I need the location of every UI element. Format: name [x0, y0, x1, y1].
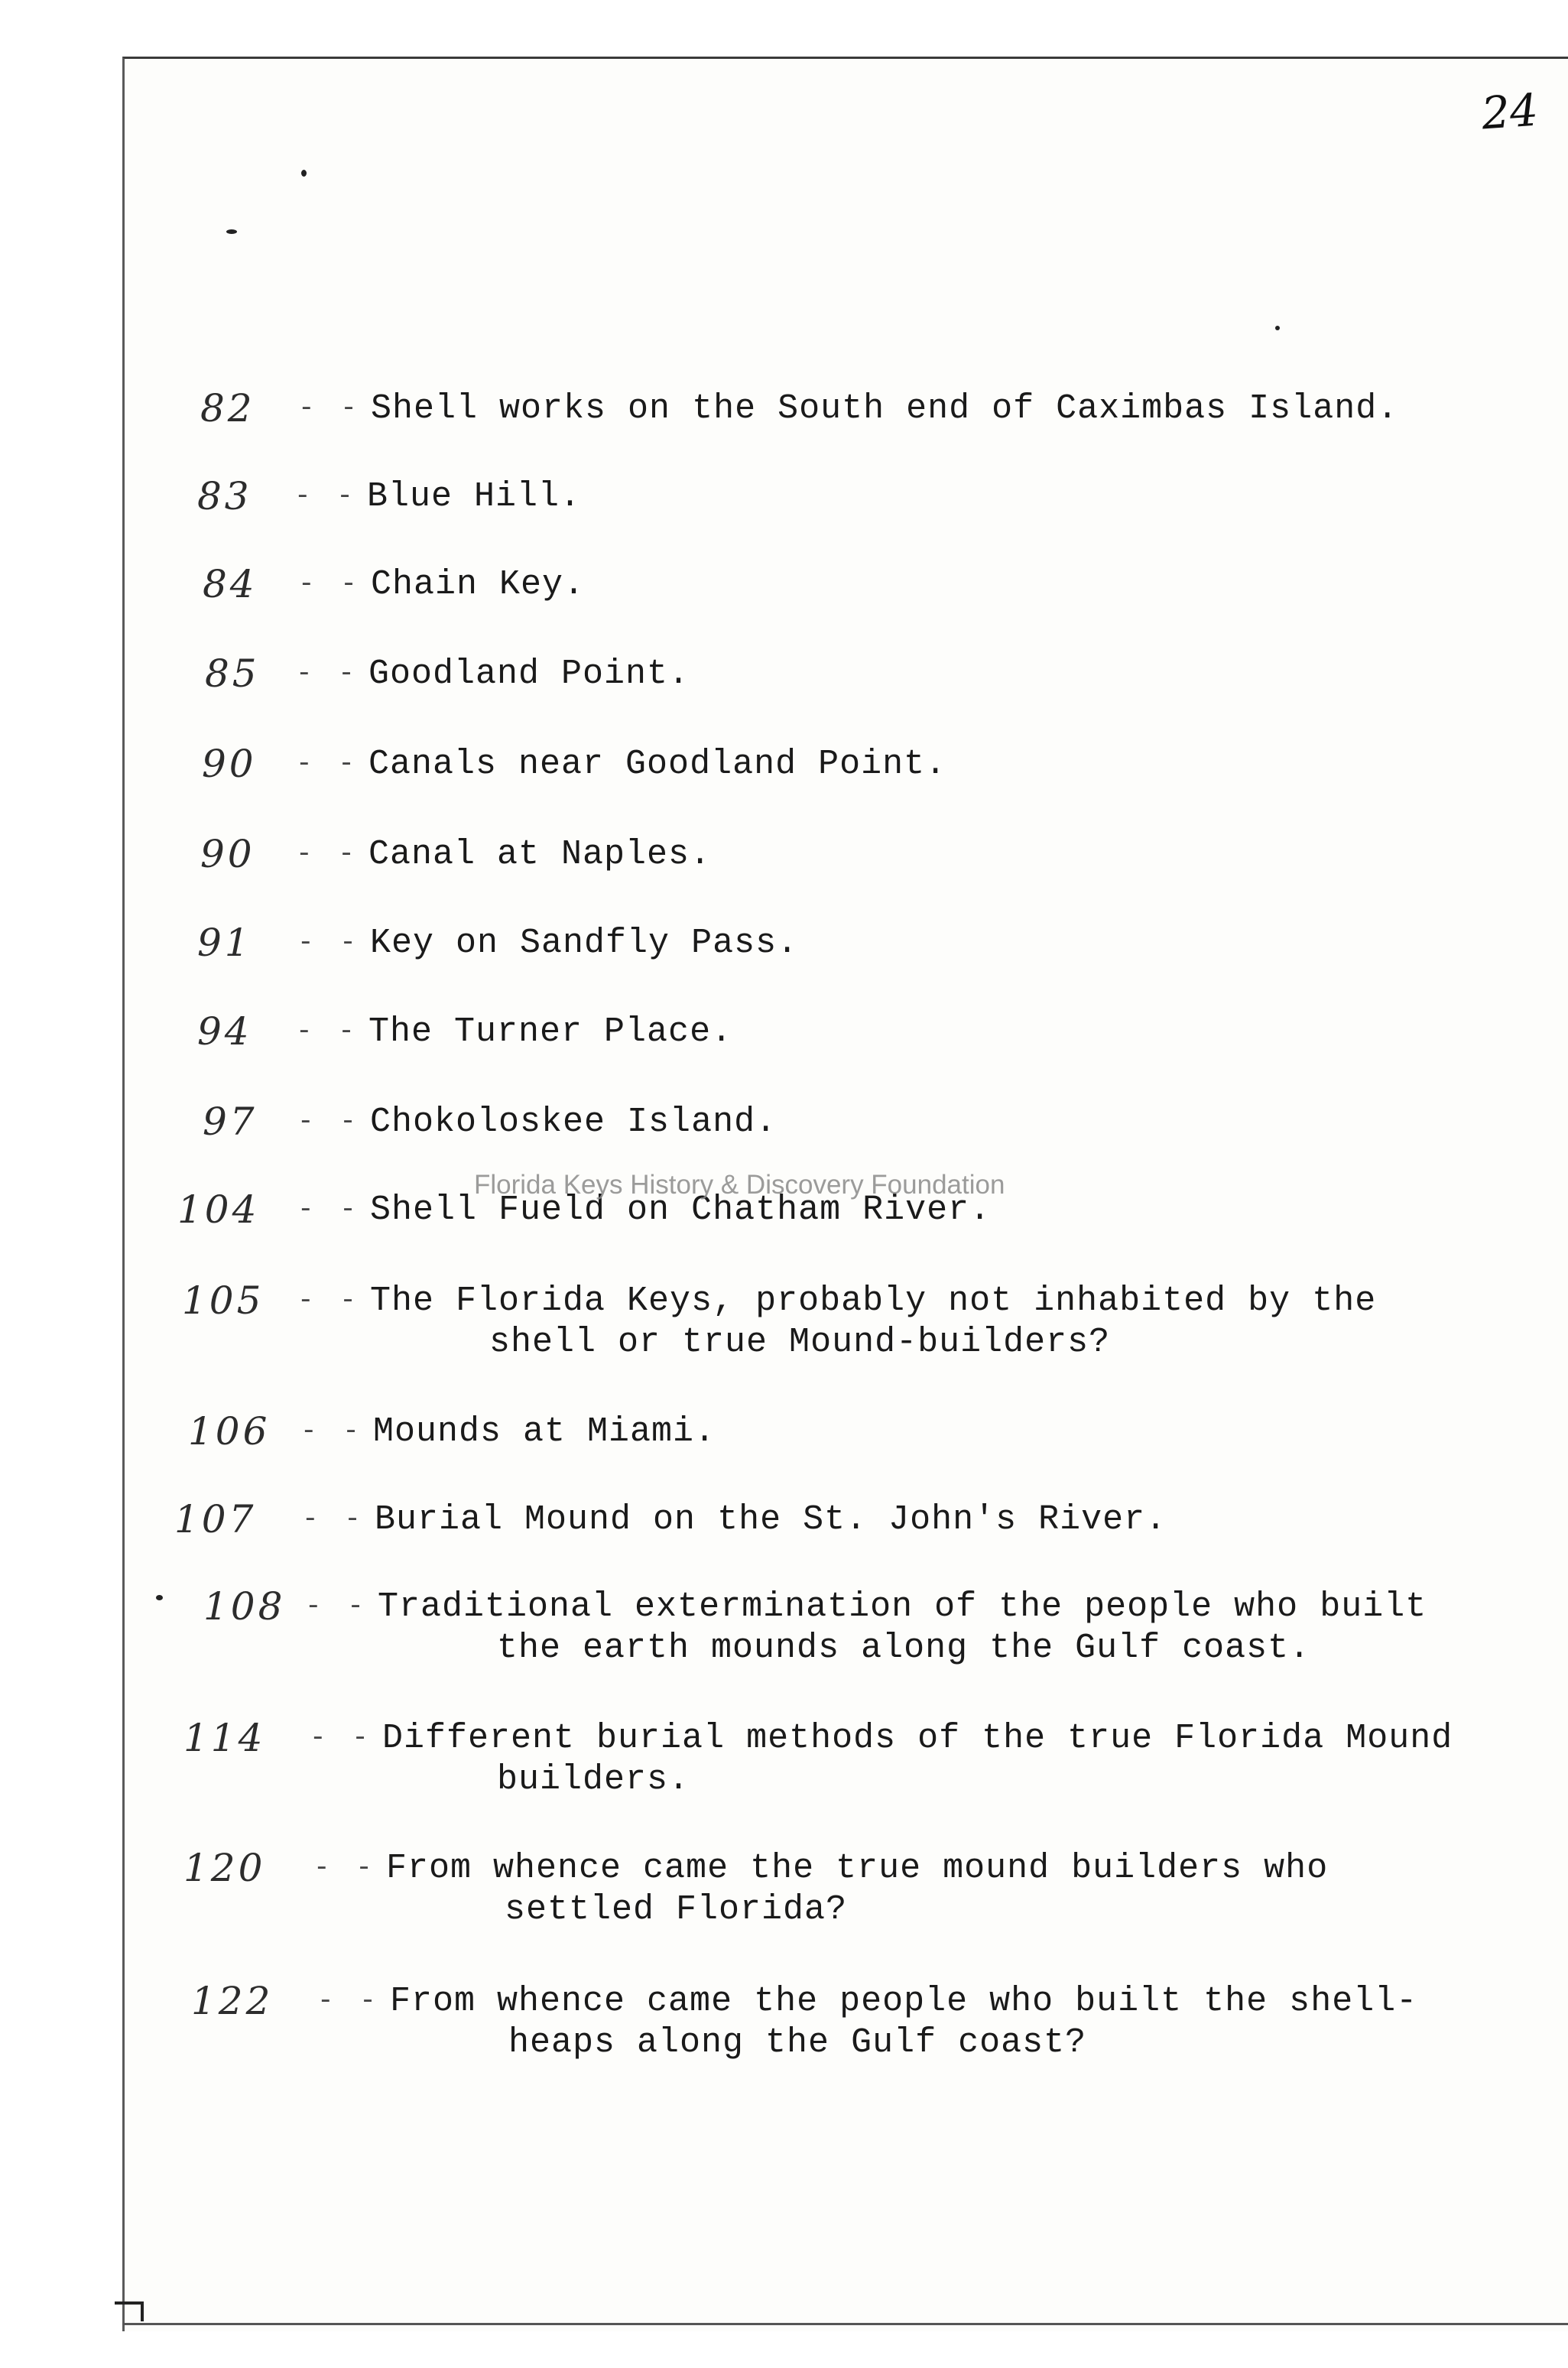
- entry-text: Blue Hill.: [367, 477, 582, 516]
- list-item: [0, 1187, 1568, 1287]
- ink-speck: [1275, 326, 1280, 330]
- entry-page-number: 83: [197, 474, 252, 518]
- entry-text: The Florida Keys, probably not inhabited by the: [370, 1281, 1377, 1320]
- entry-text: Canals near Goodland Point.: [368, 745, 947, 784]
- list-item: [0, 1409, 1568, 1509]
- entry-text-continuation: shell or true Mound-builders?: [489, 1323, 1111, 1362]
- entry-page-number: 106: [188, 1409, 271, 1454]
- leader-dashes: - -: [300, 1415, 364, 1447]
- entry-text: Canal at Naples.: [368, 835, 712, 874]
- entry-page-number: 85: [205, 651, 260, 696]
- page-number: 24: [1479, 83, 1540, 140]
- ink-speck: [301, 170, 307, 177]
- page-bottom-edge: [122, 2323, 1568, 2325]
- entry-text-continuation: settled Florida?: [505, 1890, 848, 1929]
- entry-text: Burial Mound on the St. John's River.: [375, 1500, 1167, 1539]
- leader-dashes: - -: [297, 927, 361, 958]
- leader-dashes: - -: [297, 1194, 361, 1225]
- list-item: [0, 1584, 1568, 1684]
- leader-dashes: - -: [298, 392, 362, 424]
- list-item: [0, 386, 1568, 486]
- entry-text: Key on Sandfly Pass.: [370, 924, 799, 963]
- entry-text: From whence came the people who built the shell-: [390, 1982, 1418, 2021]
- leader-dashes: - -: [296, 838, 359, 869]
- entry-text-continuation: builders.: [497, 1760, 690, 1799]
- leader-dashes: - -: [317, 1985, 381, 2016]
- entry-text-continuation: the earth mounds along the Gulf coast.: [497, 1629, 1311, 1668]
- entry-page-number: 84: [203, 562, 258, 606]
- entry-page-number: 122: [191, 1979, 274, 2023]
- entry-text: Chain Key.: [371, 565, 586, 604]
- entry-page-number: 120: [183, 1846, 266, 1890]
- list-item: [0, 562, 1568, 661]
- list-item: [0, 1497, 1568, 1597]
- entry-page-number: 114: [183, 1716, 266, 1760]
- leader-dashes: - -: [302, 1503, 365, 1535]
- entry-text: Shell works on the South end of Caximbas Island.: [371, 389, 1399, 428]
- entry-text: The Turner Place.: [368, 1012, 733, 1051]
- list-item: [0, 1846, 1568, 1945]
- list-item: [0, 1716, 1568, 1815]
- watermark: Florida Keys History & Discovery Foundation: [474, 1170, 1005, 1200]
- entry-page-number: 97: [203, 1100, 258, 1144]
- leader-dashes: - -: [294, 480, 358, 512]
- entry-page-number: 90: [202, 742, 257, 786]
- list-item: [0, 651, 1568, 751]
- list-item: [0, 832, 1568, 931]
- leader-dashes: - -: [296, 748, 359, 779]
- entry-text-continuation: heaps along the Gulf coast?: [508, 2023, 1087, 2062]
- corner-mark: [115, 2301, 144, 2321]
- entry-text: Goodland Point.: [368, 655, 690, 694]
- entry-page-number: 107: [174, 1497, 257, 1541]
- leader-dashes: - -: [297, 1285, 361, 1316]
- entry-text: Different burial methods of the true Florida Mound: [382, 1719, 1453, 1758]
- entry-page-number: 90: [200, 832, 255, 876]
- leader-dashes: - -: [296, 1015, 359, 1047]
- entry-text: Shell Fueld on Chatham River.: [370, 1190, 992, 1229]
- entry-text: Traditional extermination of the people who built: [378, 1587, 1427, 1626]
- leader-dashes: - -: [296, 658, 359, 689]
- entry-page-number: 105: [182, 1278, 265, 1323]
- entry-page-number: 108: [203, 1584, 286, 1629]
- entry-text: Mounds at Miami.: [373, 1412, 716, 1451]
- leader-dashes: - -: [310, 1722, 373, 1753]
- entry-page-number: 82: [200, 386, 255, 430]
- list-item: [0, 1278, 1568, 1378]
- entry-text: From whence came the true mound builders who: [386, 1849, 1329, 1888]
- entry-page-number: 104: [177, 1187, 260, 1232]
- leader-dashes: - -: [313, 1852, 377, 1883]
- ink-speck: [226, 229, 237, 234]
- leader-dashes: - -: [305, 1590, 368, 1622]
- leader-dashes: - -: [298, 568, 362, 599]
- list-item: [0, 1979, 1568, 2078]
- list-item: [0, 921, 1568, 1020]
- entry-text: Chokoloskee Island.: [370, 1103, 778, 1142]
- entry-page-number: 91: [197, 921, 252, 965]
- list-item: [0, 742, 1568, 841]
- list-item: [0, 1009, 1568, 1109]
- entry-page-number: 94: [197, 1009, 252, 1054]
- leader-dashes: - -: [297, 1106, 361, 1137]
- list-item: [0, 474, 1568, 573]
